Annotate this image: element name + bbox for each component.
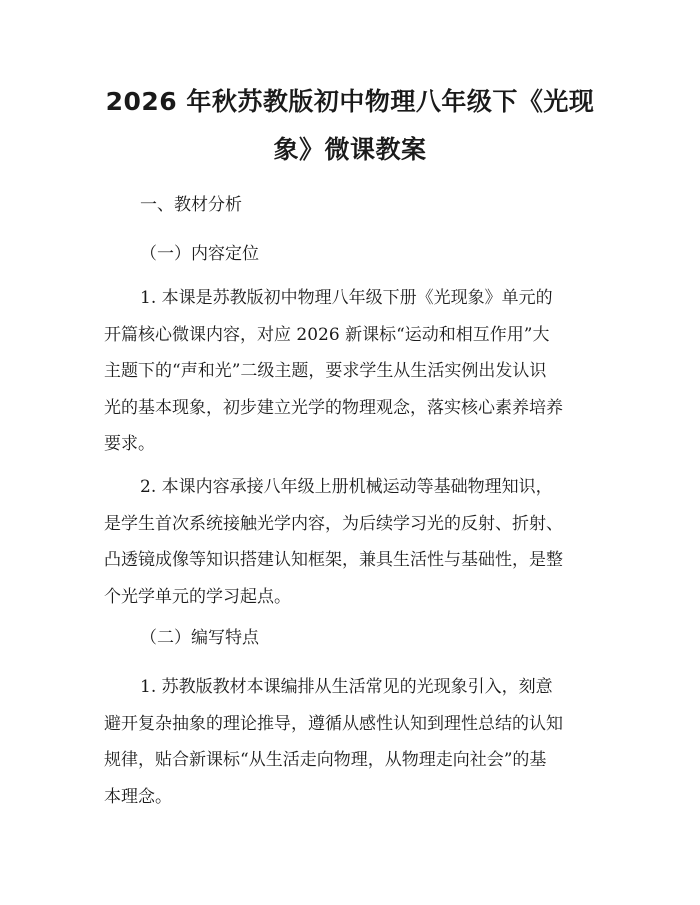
document-title-line-2: 象》微课教案 (273, 135, 427, 164)
paragraph-1-line: 开篇核心微课内容，对应 2026 新课标“运动和相互作用”大 (104, 324, 550, 345)
subsection-heading-content-positioning: （一）内容定位 (140, 244, 259, 264)
paragraph-3-line: 本理念。 (104, 786, 172, 807)
paragraph-1-line: 要求。 (104, 434, 155, 454)
paragraph-3-line: 规律，贴合新课标“从生活走向物理，从物理走向社会”的基 (104, 750, 547, 770)
subsection-heading-writing-features: （二）编写特点 (140, 628, 259, 648)
paragraph-2-line: 个光学单元的学习起点。 (104, 586, 291, 607)
paragraph-2-line: 2. 本课内容承接八年级上册机械运动等基础物理知识， (140, 477, 553, 497)
paragraph-3-line: 避开复杂抽象的理论推导，遵循从感性认知到理性总结的认知 (104, 713, 563, 734)
paragraph-2-line: 是学生首次系统接触光学内容，为后续学习光的反射、折射、 (104, 513, 563, 534)
paragraph-1-line: 1. 本课是苏教版初中物理八年级下册《光现象》单元的 (140, 288, 553, 308)
paragraph-2 (104, 469, 604, 615)
paragraph-1 (104, 280, 604, 463)
section-heading-textbook-analysis: 一、教材分析 (140, 195, 242, 215)
paragraph-3 (104, 669, 604, 815)
paragraph-1-line: 主题下的“声和光”二级主题，要求学生从生活实例出发认识 (104, 361, 547, 381)
paragraph-2-line: 凸透镜成像等知识搭建认知框架，兼具生活性与基础性，是整 (104, 550, 563, 570)
document-title-line-1: 2026 年秋苏教版初中物理八年级下《光现 (105, 87, 595, 116)
paragraph-1-line: 光的基本现象，初步建立光学的物理观念，落实核心素养培养 (104, 397, 563, 418)
paragraph-3-line: 1. 苏教版教材本课编排从生活常见的光现象引入，刻意 (140, 677, 553, 697)
